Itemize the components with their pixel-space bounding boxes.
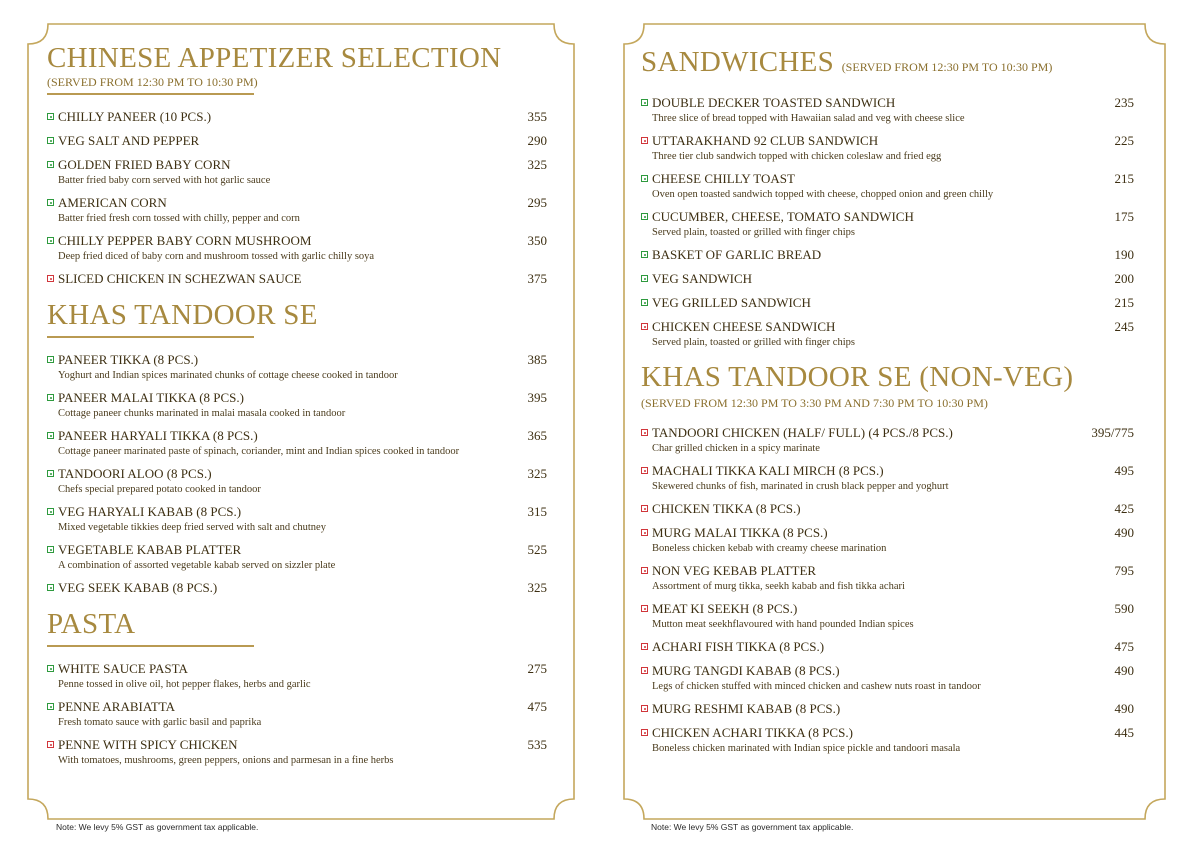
menu-item-list: [47, 352, 547, 596]
menu-item-row: [641, 501, 1134, 517]
nonveg-indicator-icon: [47, 275, 54, 282]
item-name: VEG SANDWICH: [652, 271, 753, 286]
menu-item: [641, 563, 1134, 593]
item-description: Mutton meat seekhflavoured with hand pounded Indian spices: [652, 619, 914, 630]
nonveg-indicator-icon: [641, 323, 648, 330]
veg-indicator-icon: [47, 432, 54, 439]
menu-item-row: [47, 390, 547, 406]
item-name: CHEESE CHILLY TOAST: [652, 171, 795, 186]
chinese-appetizer-section: [47, 44, 547, 287]
menu-item: [641, 601, 1134, 631]
menu-item: [47, 271, 547, 287]
nonveg-indicator-icon: [641, 137, 648, 144]
nonveg-indicator-icon: [641, 643, 648, 650]
item-description: A combination of assorted vegetable kabab served on sizzler plate: [58, 560, 336, 571]
menu-item: [641, 725, 1134, 755]
item-description: Batter fried fresh corn tossed with chilly, pepper and corn: [58, 213, 300, 224]
item-price: 290: [527, 133, 547, 148]
item-price: 490: [1114, 663, 1134, 678]
menu-item: [47, 504, 547, 534]
menu-item: [641, 171, 1134, 201]
menu-item-list: [47, 661, 547, 767]
item-name: TANDOORI CHICKEN (HALF/ FULL) (4 PCS./8 PCS.): [652, 425, 953, 440]
nonveg-indicator-icon: [641, 705, 648, 712]
section-title: CHINESE APPETIZER SELECTION: [47, 42, 502, 74]
menu-item-row: [641, 209, 1134, 225]
item-name: VEG HARYALI KABAB (8 PCS.): [58, 504, 242, 519]
menu-item: [641, 295, 1134, 311]
veg-indicator-icon: [47, 508, 54, 515]
nonveg-indicator-icon: [641, 729, 648, 736]
left-menu-panel: [47, 44, 547, 775]
menu-item-row: [47, 542, 547, 558]
item-price: 495: [1114, 463, 1134, 478]
menu-item: [47, 661, 547, 691]
item-price: 425: [1114, 501, 1134, 516]
item-description: Served plain, toasted or grilled with finger chips: [652, 227, 855, 238]
item-name: CHICKEN CHEESE SANDWICH: [652, 319, 836, 334]
item-description: Three slice of bread topped with Hawaiian salad and veg with cheese slice: [652, 113, 965, 124]
veg-indicator-icon: [47, 546, 54, 553]
item-price: 525: [527, 542, 547, 557]
item-price: 375: [527, 271, 547, 286]
item-price: 350: [527, 233, 547, 248]
menu-item: [47, 542, 547, 572]
item-name: DOUBLE DECKER TOASTED SANDWICH: [652, 95, 896, 110]
menu-item: [641, 463, 1134, 493]
nonveg-indicator-icon: [641, 567, 648, 574]
item-description: Deep fried diced of baby corn and mushroom tossed with garlic chilly soya: [58, 251, 375, 262]
right-menu-panel: [641, 48, 1134, 763]
menu-item-row: [641, 601, 1134, 617]
veg-indicator-icon: [641, 213, 648, 220]
section-title: SANDWICHES: [641, 46, 835, 78]
menu-item: [47, 233, 547, 263]
item-description: Penne tossed in olive oil, hot pepper flakes, herbs and garlic: [58, 679, 311, 690]
khas-tandoor-nonveg-section: [641, 363, 1134, 755]
nonveg-indicator-icon: [641, 667, 648, 674]
menu-item: [47, 737, 547, 767]
menu-item-row: [47, 466, 547, 482]
gst-note-right: Note: We levy 5% GST as government tax applicable.: [651, 822, 854, 832]
khas-tandoor-veg-section: [47, 301, 547, 596]
menu-item-row: [641, 463, 1134, 479]
veg-indicator-icon: [47, 137, 54, 144]
veg-indicator-icon: [47, 665, 54, 672]
veg-indicator-icon: [47, 584, 54, 591]
menu-item: [641, 701, 1134, 717]
item-name: UTTARAKHAND 92 CLUB SANDWICH: [652, 133, 879, 148]
menu-item-row: [47, 661, 547, 677]
pasta-section: [47, 610, 547, 767]
menu-item: [641, 133, 1134, 163]
gst-note-left: Note: We levy 5% GST as government tax applicable.: [56, 822, 259, 832]
item-name: PENNE ARABIATTA: [58, 699, 176, 714]
menu-item: [47, 580, 547, 596]
item-price: 795: [1114, 563, 1134, 578]
item-description: Yoghurt and Indian spices marinated chunks of cottage cheese cooked in tandoor: [58, 370, 398, 381]
item-name: MEAT KI SEEKH (8 PCS.): [652, 601, 798, 616]
item-price: 535: [527, 737, 547, 752]
item-name: VEG SALT AND PEPPER: [58, 133, 200, 148]
menu-item-row: [641, 133, 1134, 149]
menu-item: [47, 390, 547, 420]
menu-item-row: [641, 247, 1134, 263]
nonveg-indicator-icon: [641, 529, 648, 536]
menu-item: [641, 663, 1134, 693]
veg-indicator-icon: [47, 237, 54, 244]
sandwiches-section: [641, 48, 1134, 349]
item-price: 325: [527, 157, 547, 172]
item-description: Batter fried baby corn served with hot garlic sauce: [58, 175, 271, 186]
item-description: Fresh tomato sauce with garlic basil and paprika: [58, 717, 262, 728]
menu-item-row: [641, 701, 1134, 717]
section-subtitle: (SERVED FROM 12:30 PM TO 10:30 PM): [841, 60, 1053, 74]
section-title: KHAS TANDOOR SE: [47, 299, 318, 331]
menu-item: [641, 425, 1134, 455]
section-title: PASTA: [47, 608, 136, 640]
veg-indicator-icon: [641, 275, 648, 282]
menu-item-row: [47, 352, 547, 368]
item-price: 475: [1114, 639, 1134, 654]
menu-item-row: [641, 563, 1134, 579]
menu-item-row: [47, 699, 547, 715]
item-name: AMERICAN CORN: [58, 195, 167, 210]
item-name: MURG MALAI TIKKA (8 PCS.): [652, 525, 828, 540]
menu-item-row: [47, 109, 547, 125]
menu-item: [47, 157, 547, 187]
menu-item: [47, 699, 547, 729]
menu-item-row: [47, 580, 547, 596]
item-price: 490: [1114, 701, 1134, 716]
item-name: MURG RESHMI KABAB (8 PCS.): [652, 701, 841, 716]
item-name: PANEER HARYALI TIKKA (8 PCS.): [58, 428, 258, 443]
menu-item-row: [641, 319, 1134, 335]
item-name: GOLDEN FRIED BABY CORN: [58, 157, 231, 172]
menu-item-row: [47, 195, 547, 211]
item-name: CHICKEN TIKKA (8 PCS.): [652, 501, 801, 516]
item-price: 175: [1114, 209, 1134, 224]
item-name: CHICKEN ACHARI TIKKA (8 PCS.): [652, 725, 853, 740]
section-underline: [47, 93, 254, 95]
item-price: 215: [1114, 171, 1134, 186]
item-price: 225: [1114, 133, 1134, 148]
nonveg-indicator-icon: [641, 505, 648, 512]
item-description: Served plain, toasted or grilled with finger chips: [652, 337, 855, 348]
item-name: PANEER MALAI TIKKA (8 PCS.): [58, 390, 244, 405]
menu-item-row: [641, 725, 1134, 741]
section-subtitle: (SERVED FROM 12:30 PM TO 3:30 PM AND 7:30 PM TO 10:30 PM): [641, 396, 988, 410]
item-name: MURG TANGDI KABAB (8 PCS.): [652, 663, 840, 678]
item-price: 490: [1114, 525, 1134, 540]
menu-item-row: [641, 639, 1134, 655]
menu-item-row: [641, 663, 1134, 679]
veg-indicator-icon: [47, 703, 54, 710]
menu-item-row: [47, 233, 547, 249]
item-price: 395/775: [1091, 425, 1134, 440]
nonveg-indicator-icon: [641, 467, 648, 474]
item-name: SLICED CHICKEN IN SCHEZWAN SAUCE: [58, 271, 302, 286]
item-price: 190: [1114, 247, 1134, 262]
item-description: Mixed vegetable tikkies deep fried served with salt and chutney: [58, 522, 326, 533]
item-description: Cottage paneer chunks marinated in malai masala cooked in tandoor: [58, 408, 346, 419]
item-name: BASKET OF GARLIC BREAD: [652, 247, 822, 262]
menu-item-row: [641, 95, 1134, 111]
menu-item-row: [641, 295, 1134, 311]
item-price: 475: [527, 699, 547, 714]
item-description: Char grilled chicken in a spicy marinate: [652, 443, 820, 454]
item-description: Skewered chunks of fish, marinated in crush black pepper and yoghurt: [652, 481, 949, 492]
menu-item-list: [641, 425, 1134, 755]
item-description: Legs of chicken stuffed with minced chicken and cashew nuts roast in tandoor: [652, 681, 981, 692]
item-name: WHITE SAUCE PASTA: [58, 661, 188, 676]
nonveg-indicator-icon: [641, 429, 648, 436]
menu-item: [641, 639, 1134, 655]
veg-indicator-icon: [47, 161, 54, 168]
menu-item: [641, 247, 1134, 263]
menu-item: [47, 466, 547, 496]
veg-indicator-icon: [47, 356, 54, 363]
menu-item-row: [641, 425, 1134, 441]
veg-indicator-icon: [641, 99, 648, 106]
item-price: 445: [1114, 725, 1134, 740]
nonveg-indicator-icon: [47, 741, 54, 748]
menu-item: [641, 271, 1134, 287]
item-price: 590: [1114, 601, 1134, 616]
menu-item-row: [641, 525, 1134, 541]
section-subtitle: (SERVED FROM 12:30 PM TO 10:30 PM): [47, 75, 258, 89]
menu-item-row: [47, 428, 547, 444]
item-price: 235: [1114, 95, 1134, 110]
menu-item-row: [47, 133, 547, 149]
item-price: 245: [1114, 319, 1134, 334]
item-description: Chefs special prepared potato cooked in tandoor: [58, 484, 261, 495]
menu-item: [641, 209, 1134, 239]
menu-item-row: [641, 171, 1134, 187]
item-name: CUCUMBER, CHEESE, TOMATO SANDWICH: [652, 209, 914, 224]
menu-item-row: [47, 737, 547, 753]
item-name: CHILLY PEPPER BABY CORN MUSHROOM: [58, 233, 312, 248]
item-name: ACHARI FISH TIKKA (8 PCS.): [652, 639, 825, 654]
section-title-row: [641, 48, 1134, 77]
menu-item: [47, 195, 547, 225]
item-price: 325: [527, 580, 547, 595]
menu-item-row: [47, 504, 547, 520]
item-price: 295: [527, 195, 547, 210]
item-price: 315: [527, 504, 547, 519]
item-description: Three tier club sandwich topped with chicken coleslaw and fried egg: [652, 151, 942, 162]
nonveg-indicator-icon: [641, 605, 648, 612]
veg-indicator-icon: [47, 470, 54, 477]
section-underline: [47, 336, 254, 338]
menu-item-row: [47, 271, 547, 287]
item-name: VEG GRILLED SANDWICH: [652, 295, 811, 310]
veg-indicator-icon: [641, 175, 648, 182]
menu-item: [641, 525, 1134, 555]
item-description: Assortment of murg tikka, seekh kabab and fish tikka achari: [652, 581, 905, 592]
menu-item: [47, 352, 547, 382]
item-price: 215: [1114, 295, 1134, 310]
item-name: MACHALI TIKKA KALI MIRCH (8 PCS.): [652, 463, 884, 478]
item-description: Boneless chicken kebab with creamy cheese marination: [652, 543, 887, 554]
section-title: KHAS TANDOOR SE (NON-VEG): [641, 361, 1074, 393]
item-price: 200: [1114, 271, 1134, 286]
item-name: PENNE WITH SPICY CHICKEN: [58, 737, 238, 752]
item-name: CHILLY PANEER (10 PCS.): [58, 109, 212, 124]
menu-item-list: [641, 95, 1134, 349]
item-price: 355: [527, 109, 547, 124]
menu-item-row: [47, 157, 547, 173]
menu-item: [47, 428, 547, 458]
veg-indicator-icon: [47, 199, 54, 206]
item-price: 365: [527, 428, 547, 443]
menu-item: [641, 319, 1134, 349]
menu-item: [47, 133, 547, 149]
item-name: TANDOORI ALOO (8 PCS.): [58, 466, 212, 481]
menu-item: [641, 501, 1134, 517]
section-underline: [47, 645, 254, 647]
veg-indicator-icon: [47, 113, 54, 120]
item-price: 325: [527, 466, 547, 481]
item-name: VEG SEEK KABAB (8 PCS.): [58, 580, 218, 595]
veg-indicator-icon: [641, 251, 648, 258]
item-description: Boneless chicken marinated with Indian spice pickle and tandoori masala: [652, 743, 961, 754]
item-description: With tomatoes, mushrooms, green peppers, onions and parmesan in a fine herbs: [58, 755, 394, 766]
menu-item: [47, 109, 547, 125]
menu-item-row: [641, 271, 1134, 287]
veg-indicator-icon: [47, 394, 54, 401]
item-name: NON VEG KEBAB PLATTER: [652, 563, 817, 578]
item-price: 395: [527, 390, 547, 405]
item-price: 385: [527, 352, 547, 367]
veg-indicator-icon: [641, 299, 648, 306]
item-description: Oven open toasted sandwich topped with cheese, chopped onion and green chilly: [652, 189, 994, 200]
menu-item-list: [47, 109, 547, 287]
item-name: VEGETABLE KABAB PLATTER: [58, 542, 242, 557]
menu-item: [641, 95, 1134, 125]
item-name: PANEER TIKKA (8 PCS.): [58, 352, 199, 367]
item-description: Cottage paneer marinated paste of spinach, coriander, mint and Indian spices cooked in tandoor: [58, 446, 460, 457]
item-price: 275: [527, 661, 547, 676]
